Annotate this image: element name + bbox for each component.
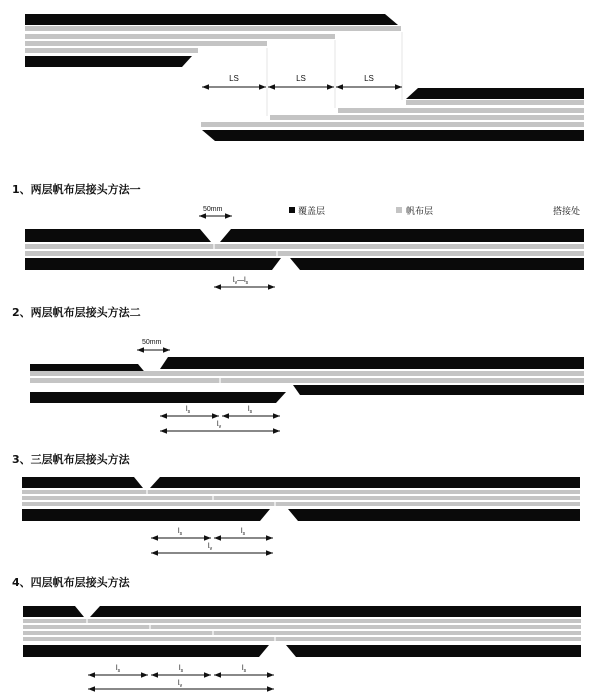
cover-bottom-right [286, 645, 581, 657]
section-4-title: 4、四层帆布层接头方法 [12, 576, 130, 589]
canvas-ply-1 [30, 371, 584, 376]
cover-top-left [23, 606, 84, 617]
section-2-title: 2、两层帆布层接头方法二 [12, 306, 141, 319]
cover-layer-bottom-right [202, 130, 584, 141]
legend-cover-swatch [289, 207, 295, 213]
cover-top-left [22, 477, 143, 488]
cover-top-right [220, 229, 584, 242]
lv-label: $l_v$ [178, 680, 183, 689]
section-3-three-ply-method [12, 452, 580, 553]
ls-label-1: $l_s$ [116, 665, 121, 674]
cover-top-right [90, 606, 581, 617]
lv-label: $l_v$ [208, 543, 213, 552]
canvas-ply-1 [25, 244, 584, 249]
cover-bottom-right [293, 385, 584, 395]
canvas-ply-right-1 [406, 100, 584, 105]
section-4-four-ply-method [12, 575, 581, 689]
canvas-ply-top-3 [25, 41, 267, 46]
canvas-ply-top-2 [25, 34, 335, 39]
ls-label-1: $l_s$ [186, 406, 191, 415]
canvas-ply-top-4 [25, 48, 198, 53]
cover-layer-top-left [25, 14, 398, 25]
cover-layer-top-right [406, 88, 584, 99]
cover-bottom-right [288, 509, 580, 521]
legend-canvas-label: 帆布层 [406, 207, 434, 217]
cover-layer-bottom-left [25, 56, 192, 67]
legend-canvas-swatch [396, 207, 402, 213]
cover-bottom-left [23, 645, 269, 657]
cover-bottom-left [25, 258, 281, 270]
ls-label-2: $l_s$ [248, 406, 253, 415]
ls-label-1: $l_s$ [178, 528, 183, 537]
cover-top-right [150, 477, 580, 488]
canvas-ply-2 [25, 251, 584, 256]
ls-label-2: $l_s$ [241, 528, 246, 537]
section-1-two-ply-method-1 [12, 182, 584, 287]
ls-label-3: LS [364, 74, 374, 83]
canvas-ply-3 [23, 631, 581, 635]
canvas-ply-right-2 [338, 108, 584, 113]
canvas-ply-2 [22, 496, 580, 500]
canvas-ply-top-1 [25, 26, 401, 31]
cover-top-left [25, 229, 211, 242]
section-1-title: 1、两层帆布层接头方法一 [12, 183, 141, 196]
canvas-ply-right-4 [201, 122, 584, 127]
canvas-ply-4 [23, 637, 581, 641]
section-3-title: 3、三层帆布层接头方法 [12, 453, 130, 466]
lv-label: $l_v$ [217, 421, 222, 430]
section-2-two-ply-method-2 [12, 305, 584, 431]
canvas-ply-1 [22, 490, 580, 494]
ls-label-1: LS [229, 74, 239, 83]
cover-bottom-right [290, 258, 584, 270]
ls-label-3: $l_s$ [242, 665, 247, 674]
canvas-ply-2 [23, 625, 581, 629]
canvas-ply-3 [22, 502, 580, 506]
stepped-joint-diagram [25, 14, 584, 141]
legend-cover-label: 覆盖层 [298, 207, 326, 217]
gap-50mm-label: 50mm [203, 206, 223, 213]
canvas-ply-1 [23, 619, 581, 623]
lv-ls-label: $l_v—l_s$ [233, 277, 249, 286]
legend-joint-label: 搭接处 [553, 207, 581, 217]
cover-bottom-left [22, 509, 270, 521]
gap-50mm-label: 50mm [142, 339, 162, 346]
canvas-ply-right-3 [270, 115, 584, 120]
ls-label-2: LS [296, 74, 306, 83]
canvas-ply-2 [30, 378, 584, 383]
ls-label-2: $l_s$ [179, 665, 184, 674]
cover-top-right [160, 357, 584, 369]
cover-bottom-left [30, 392, 286, 403]
